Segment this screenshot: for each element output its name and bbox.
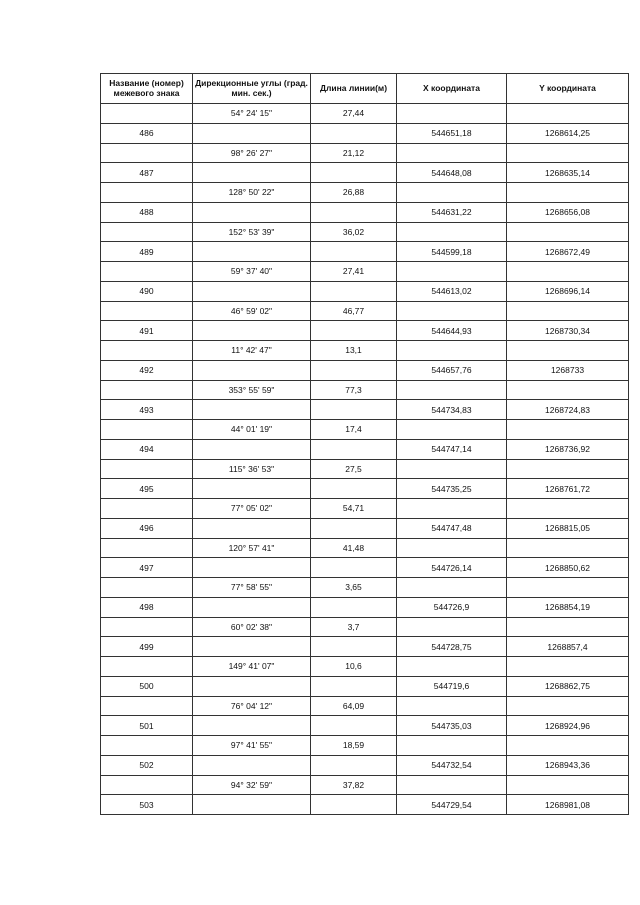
cell-angle: 46° 59' 02" (193, 301, 311, 321)
cell-y (507, 775, 629, 795)
cell-y (507, 143, 629, 163)
segment-row (101, 301, 629, 321)
header-x: X координата (397, 74, 507, 104)
point-row (101, 321, 629, 341)
cell-x: 544599,18 (397, 242, 507, 262)
point-row (101, 123, 629, 143)
cell-x: 544613,02 (397, 281, 507, 301)
point-row (101, 558, 629, 578)
cell-angle: 94° 32' 59" (193, 775, 311, 795)
cell-angle: 11° 42' 47" (193, 341, 311, 361)
cell-length (311, 795, 397, 815)
cell-angle (193, 360, 311, 380)
boundary-coordinates-table (100, 73, 629, 815)
segment-row (101, 736, 629, 756)
cell-y (507, 104, 629, 124)
cell-length (311, 597, 397, 617)
cell-length: 21,12 (311, 143, 397, 163)
cell-name (101, 420, 193, 440)
header-y: Y координата (507, 74, 629, 104)
segment-row (101, 143, 629, 163)
cell-angle: 149° 41' 07" (193, 657, 311, 677)
cell-x: 544734,83 (397, 400, 507, 420)
table-body (101, 104, 629, 815)
cell-angle: 98° 26' 27" (193, 143, 311, 163)
cell-length (311, 360, 397, 380)
segment-row (101, 538, 629, 558)
cell-angle: 97° 41' 55" (193, 736, 311, 756)
cell-angle: 115° 36' 53" (193, 459, 311, 479)
cell-x: 544735,25 (397, 479, 507, 499)
cell-y (507, 420, 629, 440)
cell-angle (193, 123, 311, 143)
header-name: Название (номер) межевого знака (101, 74, 193, 104)
cell-y: 1268854,19 (507, 597, 629, 617)
cell-name: 494 (101, 439, 193, 459)
header-row (101, 74, 629, 104)
cell-angle: 76° 04' 12" (193, 696, 311, 716)
cell-name (101, 538, 193, 558)
cell-y (507, 617, 629, 637)
cell-length (311, 321, 397, 341)
cell-name: 498 (101, 597, 193, 617)
cell-x (397, 499, 507, 519)
cell-x (397, 262, 507, 282)
cell-length: 17,4 (311, 420, 397, 440)
cell-name (101, 499, 193, 519)
cell-length: 27,44 (311, 104, 397, 124)
cell-angle (193, 321, 311, 341)
cell-length (311, 281, 397, 301)
cell-angle (193, 676, 311, 696)
cell-y: 1268943,36 (507, 755, 629, 775)
cell-length: 27,41 (311, 262, 397, 282)
cell-x (397, 143, 507, 163)
cell-length: 3,65 (311, 578, 397, 598)
cell-x (397, 104, 507, 124)
cell-angle: 353° 55' 59" (193, 380, 311, 400)
cell-x (397, 775, 507, 795)
cell-y (507, 183, 629, 203)
segment-row (101, 104, 629, 124)
segment-row (101, 420, 629, 440)
cell-length (311, 163, 397, 183)
cell-name (101, 380, 193, 400)
cell-y (507, 380, 629, 400)
cell-y (507, 696, 629, 716)
segment-row (101, 262, 629, 282)
cell-x (397, 657, 507, 677)
cell-angle (193, 518, 311, 538)
cell-y (507, 538, 629, 558)
cell-y: 1268850,62 (507, 558, 629, 578)
table-header (101, 74, 629, 104)
cell-x: 544648,08 (397, 163, 507, 183)
segment-row (101, 499, 629, 519)
cell-y: 1268761,72 (507, 479, 629, 499)
header-angle: Дирекционные углы (град. мин. сек.) (193, 74, 311, 104)
cell-x: 544719,6 (397, 676, 507, 696)
cell-angle (193, 281, 311, 301)
cell-length (311, 202, 397, 222)
cell-length (311, 400, 397, 420)
cell-y: 1268656,08 (507, 202, 629, 222)
cell-angle (193, 163, 311, 183)
cell-y (507, 657, 629, 677)
cell-y (507, 499, 629, 519)
cell-name: 489 (101, 242, 193, 262)
cell-length: 10,6 (311, 657, 397, 677)
cell-x: 544657,76 (397, 360, 507, 380)
cell-x (397, 578, 507, 598)
cell-y: 1268730,34 (507, 321, 629, 341)
cell-x (397, 617, 507, 637)
point-row (101, 400, 629, 420)
cell-name: 501 (101, 716, 193, 736)
cell-angle (193, 637, 311, 657)
cell-y (507, 222, 629, 242)
cell-y (507, 736, 629, 756)
cell-x: 544644,93 (397, 321, 507, 341)
cell-angle: 60° 02' 38" (193, 617, 311, 637)
cell-length: 77,3 (311, 380, 397, 400)
segment-row (101, 578, 629, 598)
cell-length (311, 123, 397, 143)
cell-name (101, 183, 193, 203)
cell-x (397, 538, 507, 558)
point-row (101, 281, 629, 301)
cell-name (101, 459, 193, 479)
cell-length (311, 518, 397, 538)
cell-y: 1268736,92 (507, 439, 629, 459)
cell-x (397, 459, 507, 479)
cell-length: 27,5 (311, 459, 397, 479)
cell-name: 503 (101, 795, 193, 815)
cell-x: 544726,14 (397, 558, 507, 578)
cell-x (397, 380, 507, 400)
cell-name (101, 736, 193, 756)
cell-name (101, 657, 193, 677)
segment-row (101, 380, 629, 400)
cell-y (507, 301, 629, 321)
cell-name: 488 (101, 202, 193, 222)
segment-row (101, 775, 629, 795)
point-row (101, 163, 629, 183)
cell-length: 37,82 (311, 775, 397, 795)
cell-x (397, 301, 507, 321)
cell-x: 544728,75 (397, 637, 507, 657)
cell-length: 3,7 (311, 617, 397, 637)
cell-name (101, 696, 193, 716)
cell-x (397, 420, 507, 440)
cell-angle (193, 202, 311, 222)
cell-angle (193, 716, 311, 736)
cell-name (101, 222, 193, 242)
cell-y: 1268815,05 (507, 518, 629, 538)
cell-x (397, 183, 507, 203)
point-row (101, 716, 629, 736)
cell-angle (193, 755, 311, 775)
cell-name: 495 (101, 479, 193, 499)
cell-x: 544651,18 (397, 123, 507, 143)
cell-y: 1268857,4 (507, 637, 629, 657)
cell-name: 502 (101, 755, 193, 775)
cell-name: 490 (101, 281, 193, 301)
cell-angle (193, 795, 311, 815)
cell-name (101, 104, 193, 124)
cell-name (101, 301, 193, 321)
segment-row (101, 222, 629, 242)
point-row (101, 479, 629, 499)
cell-y (507, 459, 629, 479)
cell-x: 544631,22 (397, 202, 507, 222)
cell-angle: 77° 05' 02" (193, 499, 311, 519)
cell-name (101, 617, 193, 637)
cell-length (311, 637, 397, 657)
cell-x: 544729,54 (397, 795, 507, 815)
cell-length: 36,02 (311, 222, 397, 242)
cell-x: 544747,14 (397, 439, 507, 459)
cell-y: 1268724,83 (507, 400, 629, 420)
cell-length: 54,71 (311, 499, 397, 519)
cell-x (397, 222, 507, 242)
cell-length: 13,1 (311, 341, 397, 361)
cell-length (311, 676, 397, 696)
cell-length (311, 479, 397, 499)
cell-name (101, 341, 193, 361)
cell-name (101, 143, 193, 163)
cell-name: 499 (101, 637, 193, 657)
cell-angle: 54° 24' 15" (193, 104, 311, 124)
segment-row (101, 617, 629, 637)
cell-name: 492 (101, 360, 193, 380)
header-length: Длина линии(м) (311, 74, 397, 104)
cell-name: 486 (101, 123, 193, 143)
cell-x: 544747,48 (397, 518, 507, 538)
cell-y: 1268862,75 (507, 676, 629, 696)
cell-x (397, 736, 507, 756)
cell-name (101, 262, 193, 282)
cell-angle: 128° 50' 22" (193, 183, 311, 203)
point-row (101, 242, 629, 262)
point-row (101, 360, 629, 380)
cell-angle: 77° 58' 55" (193, 578, 311, 598)
cell-name (101, 775, 193, 795)
cell-length (311, 242, 397, 262)
cell-y: 1268614,25 (507, 123, 629, 143)
cell-length (311, 439, 397, 459)
cell-name: 500 (101, 676, 193, 696)
cell-name: 497 (101, 558, 193, 578)
segment-row (101, 183, 629, 203)
cell-length: 46,77 (311, 301, 397, 321)
segment-row (101, 657, 629, 677)
cell-angle (193, 400, 311, 420)
cell-x: 544735,03 (397, 716, 507, 736)
cell-name: 491 (101, 321, 193, 341)
cell-y: 1268696,14 (507, 281, 629, 301)
cell-angle: 44° 01' 19" (193, 420, 311, 440)
point-row (101, 439, 629, 459)
point-row (101, 676, 629, 696)
segment-row (101, 696, 629, 716)
cell-angle: 120° 57' 41" (193, 538, 311, 558)
cell-length: 26,88 (311, 183, 397, 203)
cell-y: 1268733 (507, 360, 629, 380)
cell-x: 544726,9 (397, 597, 507, 617)
cell-y: 1268981,08 (507, 795, 629, 815)
cell-angle (193, 242, 311, 262)
cell-length (311, 558, 397, 578)
cell-name (101, 578, 193, 598)
segment-row (101, 459, 629, 479)
cell-angle (193, 479, 311, 499)
cell-y: 1268672,49 (507, 242, 629, 262)
cell-y: 1268924,96 (507, 716, 629, 736)
cell-length (311, 755, 397, 775)
cell-name: 487 (101, 163, 193, 183)
cell-angle: 59° 37' 40" (193, 262, 311, 282)
point-row (101, 202, 629, 222)
cell-angle (193, 439, 311, 459)
cell-length: 64,09 (311, 696, 397, 716)
cell-length (311, 716, 397, 736)
cell-angle (193, 558, 311, 578)
point-row (101, 795, 629, 815)
cell-x (397, 341, 507, 361)
segment-row (101, 341, 629, 361)
cell-y (507, 578, 629, 598)
cell-name: 496 (101, 518, 193, 538)
cell-length: 18,59 (311, 736, 397, 756)
cell-length: 41,48 (311, 538, 397, 558)
cell-name: 493 (101, 400, 193, 420)
cell-y (507, 341, 629, 361)
cell-y (507, 262, 629, 282)
cell-y: 1268635,14 (507, 163, 629, 183)
cell-angle: 152° 53' 39" (193, 222, 311, 242)
point-row (101, 637, 629, 657)
cell-x (397, 696, 507, 716)
cell-angle (193, 597, 311, 617)
point-row (101, 518, 629, 538)
point-row (101, 755, 629, 775)
cell-x: 544732,54 (397, 755, 507, 775)
point-row (101, 597, 629, 617)
